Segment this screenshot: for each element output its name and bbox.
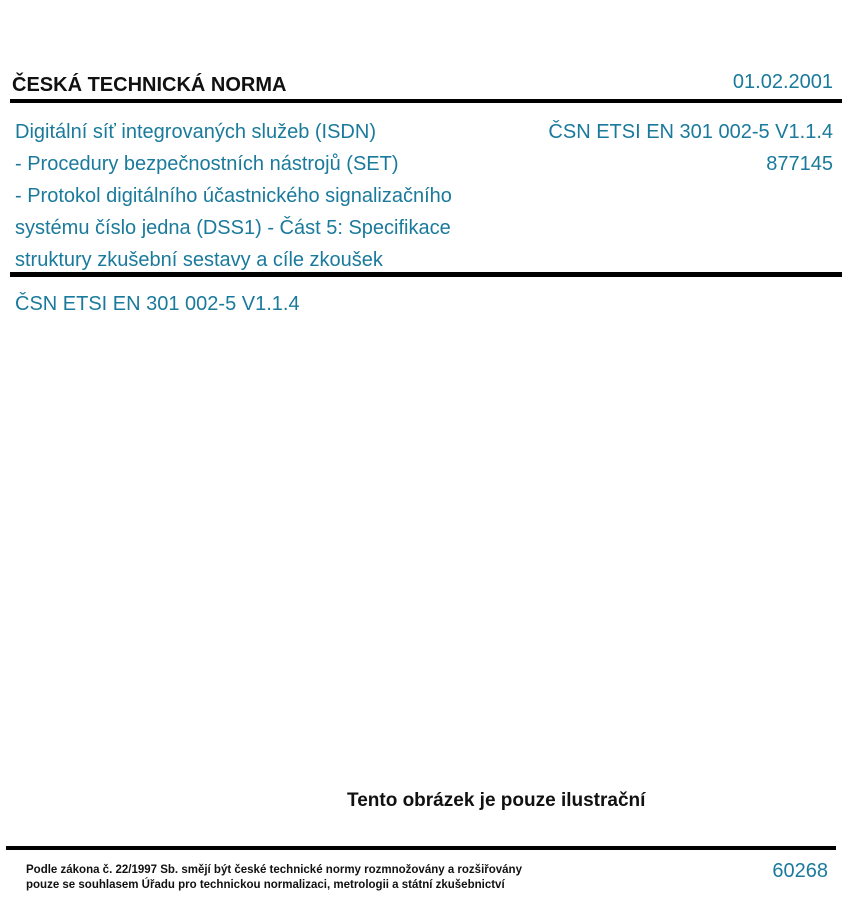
publication-date: 01.02.2001 (732, 71, 833, 93)
header-divider (10, 99, 842, 103)
legal-notice-line: pouze se souhlasem Úřadu pro technickou normalizaci, metrologii a státní zkušebnictví (26, 879, 505, 891)
document-header-title: ČESKÁ TECHNICKÁ NORMA (12, 74, 287, 96)
title-line: struktury zkušební sestavy a cíle zkoušek (15, 249, 383, 271)
standard-designation: ČSN ETSI EN 301 002-5 V1.1.4 (548, 121, 833, 143)
standard-title (15, 116, 515, 276)
legal-notice (26, 863, 522, 893)
title-line: - Procedury bezpečnostních nástrojů (SET) (15, 153, 399, 175)
standard-designation-repeat: ČSN ETSI EN 301 002-5 V1.1.4 (15, 293, 300, 315)
illustration-note: Tento obrázek je pouze ilustrační (347, 790, 646, 811)
title-divider (10, 272, 842, 277)
title-line: - Protokol digitálního účastnického signalizačního (15, 185, 452, 207)
title-line: systému číslo jedna (DSS1) - Část 5: Specifikace (15, 217, 451, 239)
legal-notice-line: Podle zákona č. 22/1997 Sb. smějí být české technické normy rozmnožovány a rozšiřovány (26, 864, 522, 876)
footer-divider (6, 846, 836, 850)
footer-number: 60268 (772, 860, 828, 882)
title-line: Digitální síť integrovaných služeb (ISDN) (15, 121, 376, 143)
catalog-number: 877145 (766, 153, 833, 175)
